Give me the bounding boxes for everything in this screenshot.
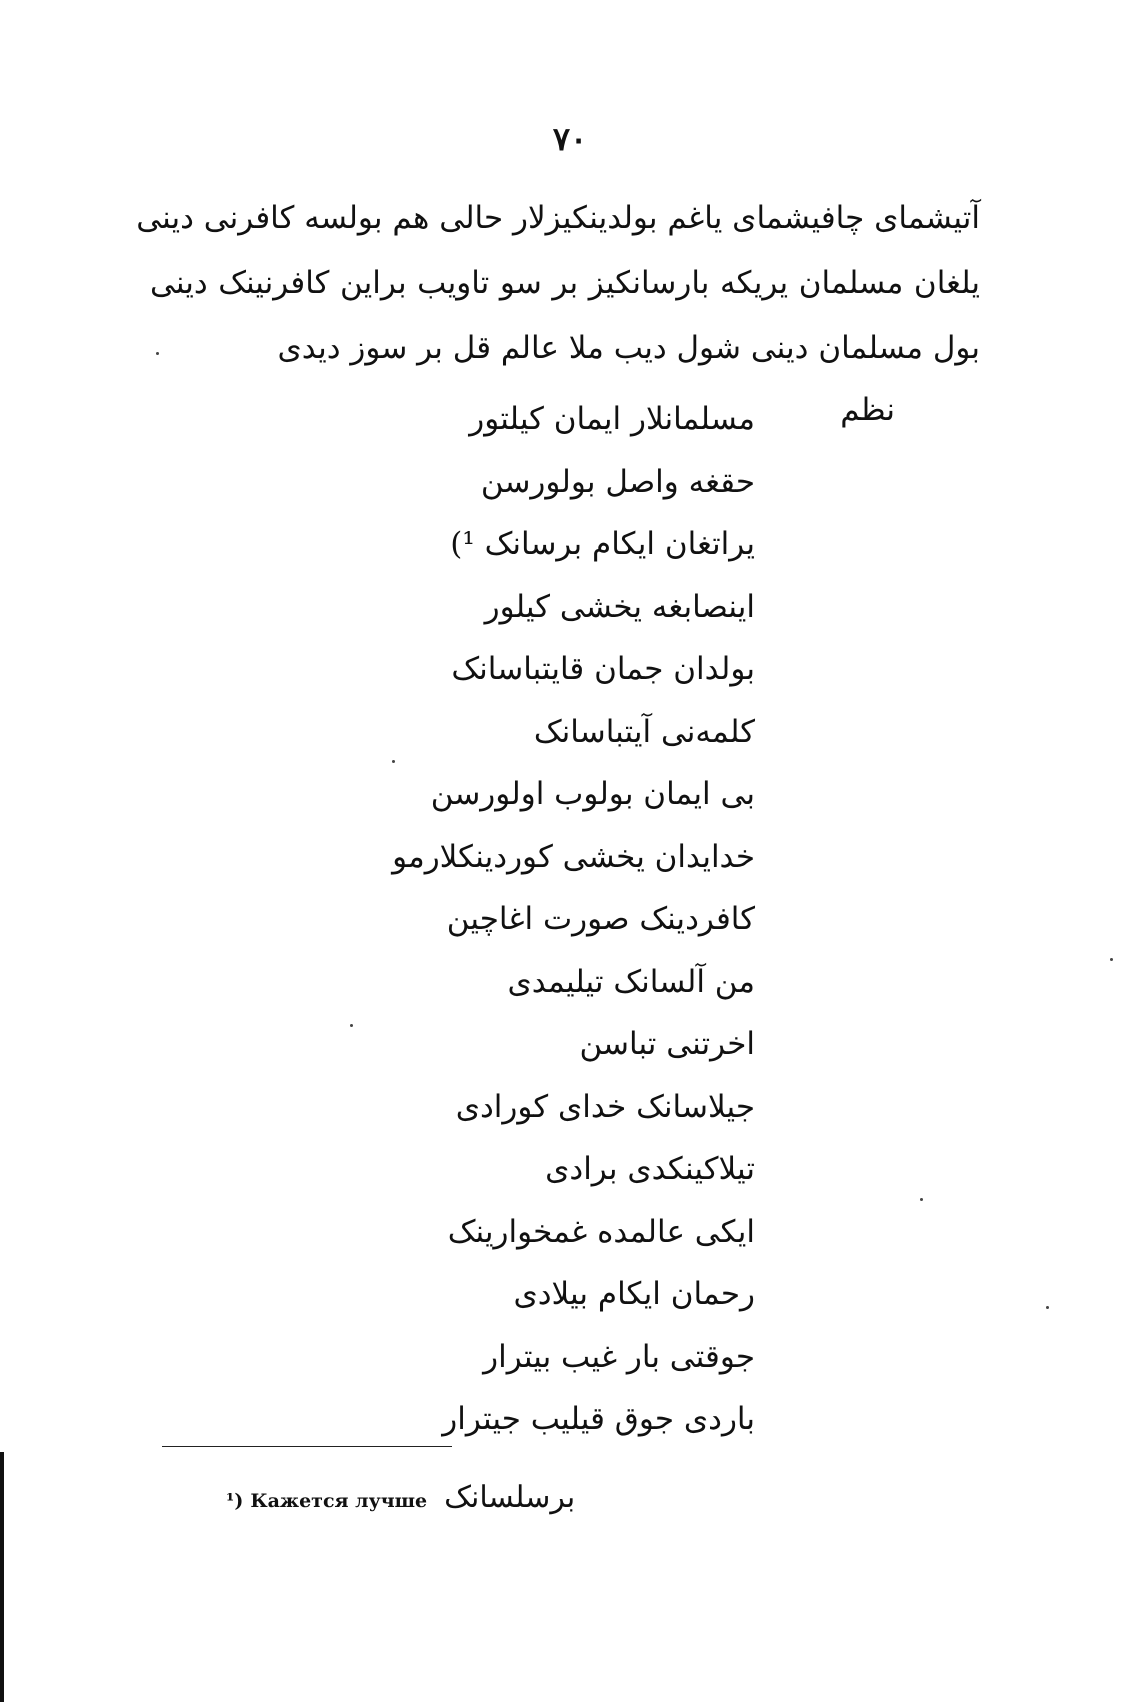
footnote-divider <box>162 1446 452 1447</box>
prose-paragraph <box>136 186 980 381</box>
scan-speck <box>156 352 159 355</box>
verse-line: مسلمانلار ایمان کیلتور <box>469 401 755 437</box>
footnote-arabic: برسلسانک <box>444 1480 576 1515</box>
scan-speck <box>1110 958 1113 961</box>
scan-speck <box>392 760 395 763</box>
verse-line: جیلاسانک خدای کورادی <box>455 1088 755 1125</box>
scan-speck <box>920 1198 923 1201</box>
verse-line: ایکی عالمده غمخوارینک <box>447 1213 755 1250</box>
scan-edge <box>0 1452 4 1702</box>
verse-line: بولدان جمان قایتباسانک <box>451 651 755 687</box>
verse-line: تیلاکینکدی برادی <box>545 1151 755 1187</box>
scan-speck <box>350 1024 353 1027</box>
verse-line: اخرتنی تباسن <box>579 1026 755 1062</box>
page-number: ٧٠ <box>552 120 588 158</box>
verse-line: اینصابغه یخشی کیلور <box>484 588 755 625</box>
verse-line: باردی جوق قیلیب جیترار <box>442 1401 755 1437</box>
verse-line: یراتغان ایکام برسانک ¹) <box>450 526 755 562</box>
verse-line: کلمه‌نی آیتباسانک <box>533 713 755 750</box>
verse-line: جوقتی بار غیب بیترار <box>483 1338 755 1375</box>
verse-line: حقغه واصل بولورسن <box>480 463 755 500</box>
verse-line: کافردینک صورت اغاچین <box>446 901 755 937</box>
verse-line: رحمان ایکام بیلادی <box>513 1276 755 1312</box>
verse-line: خدایدان یخشی کوردینکلارمو <box>392 838 755 875</box>
verse-block <box>335 388 755 1451</box>
verse-label: نظم <box>840 392 895 428</box>
footnote-text: Кажется лучше <box>250 1490 428 1512</box>
prose-line: آتیشمای چافیشمای یاغم بولدینکیزلار حالی هم بولسه کافرنی دینی <box>136 200 980 236</box>
prose-line: بول مسلمان دینی شول دیب ملا عالم قل بر سوز دیدی <box>277 330 980 366</box>
verse-line: بی ایمان بولوب اولورسن <box>430 776 755 812</box>
footnote-marker: ¹) <box>226 1490 244 1512</box>
scan-speck <box>1046 1306 1049 1309</box>
prose-line: یلغان مسلمان یریکه بارسانکیز بر سو تاویب براین کافرنینک دینی <box>150 265 980 301</box>
verse-line: من آلسانک تیلیمدی <box>507 963 755 1000</box>
footnote <box>226 1480 575 1515</box>
